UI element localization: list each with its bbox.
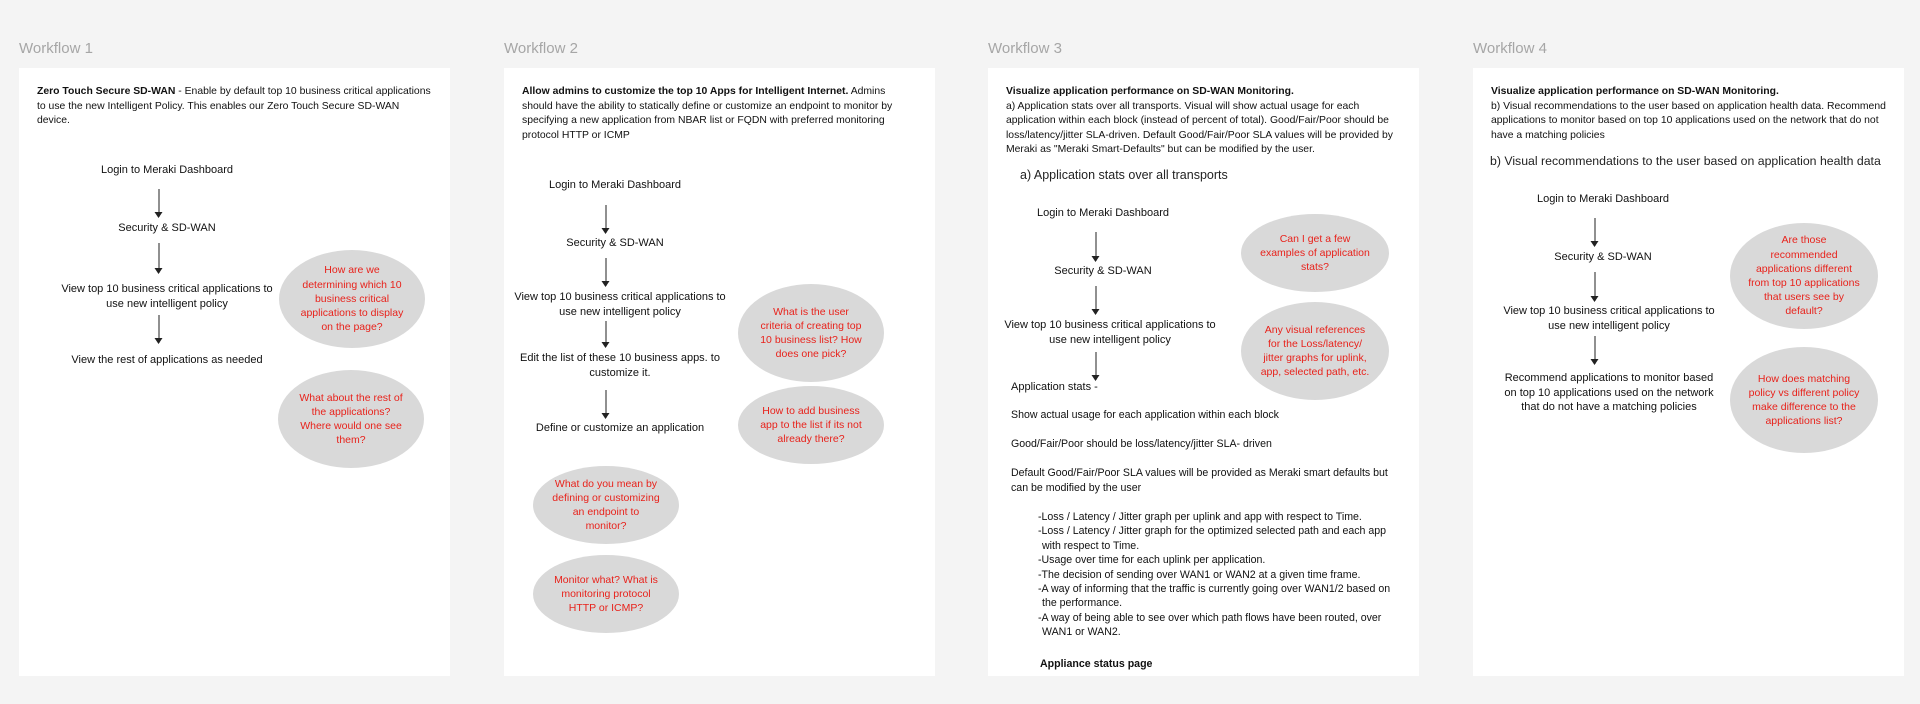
list-item: -The decision of sending over WAN1 or WAN2 at a given time frame. <box>1038 568 1361 581</box>
workflow-4-frame <box>1473 68 1904 676</box>
flow-arrow <box>1096 286 1097 314</box>
flow-arrow <box>159 315 160 343</box>
question-bubble: Are those recommended applications different from top 10 applications that users see by default? <box>1730 223 1878 329</box>
workflow-2-label: Workflow 2 <box>504 40 578 57</box>
step-application-stats: Application stats - <box>1011 381 1098 393</box>
stats-paragraph: Default Good/Fair/Poor SLA values will be provided as Meraki smart defaults but can be modified by the user <box>1011 467 1388 494</box>
question-bubble: What about the rest of the applications? Where would one see them? <box>278 370 424 468</box>
description-text: a) Application stats over all transports. Visual will show actual usage for each application within each block (instead of percent of total). Good/Fair/Poor should be loss/latency/jitter SLA-driven. Default Good/Fair/Poor SLA values will be provided by Meraki as "Meraki Smart-Defaults" but can be modified by the user. <box>1006 100 1393 155</box>
step-login: Login to Meraki Dashboard <box>1036 207 1170 219</box>
list-item: -Loss / Latency / Jitter graph per uplink and app with respect to Time. <box>1038 511 1362 523</box>
question-bubble: How does matching policy vs different policy make difference to the applications list? <box>1730 347 1878 453</box>
question-bubble: What do you mean by defining or customizing an endpoint to monitor? <box>533 466 679 544</box>
step-view-top10: View top 10 business critical applications to use new intelligent policy <box>1503 305 1715 332</box>
list-item: -Loss / Latency / Jitter graph for the optimized selected path and each app with respect to Time. <box>1038 525 1387 552</box>
workflow-2-frame <box>504 68 935 676</box>
list-item: -A way of being able to see over which path flows have been routed, over WAN1 or WAN2. <box>1038 611 1382 639</box>
flow-arrow <box>1096 352 1097 380</box>
graph-requirements-list <box>1038 510 1407 640</box>
flow-arrow <box>606 321 607 347</box>
flow-arrow <box>1096 232 1097 261</box>
step-login: Login to Meraki Dashboard <box>100 164 234 176</box>
workflow-3-label: Workflow 3 <box>988 40 1062 57</box>
workflow-1-frame <box>19 68 450 676</box>
list-item: -A way of informing that the traffic is currently going over WAN1/2 based on the performance. <box>1038 583 1391 610</box>
flow-arrow <box>159 243 160 273</box>
description-title: Visualize application performance on SD-WAN Monitoring. <box>1491 86 1779 97</box>
step-view-top10: View top 10 business critical applications to use new intelligent policy <box>1004 319 1216 346</box>
workflow-3-subheading: a) Application stats over all transports <box>1020 168 1228 182</box>
flow-arrow <box>1595 336 1596 364</box>
stats-paragraph: Show actual usage for each application within each block <box>1011 409 1279 421</box>
question-bubble: Can I get a few examples of application stats? <box>1241 214 1389 292</box>
workflow-4-subheading: b) Visual recommendations to the user based on application health data <box>1490 154 1881 168</box>
step-view-rest: View the rest of applications as needed <box>71 354 263 366</box>
step-recommend-applications: Recommend applications to monitor based on top 10 applications used on the network that do not have a matching policies <box>1504 372 1714 413</box>
workflow-3-frame <box>988 68 1419 676</box>
step-view-top10: View top 10 business critical applications to use new intelligent policy <box>61 283 273 310</box>
question-bubble: Monitor what? What is monitoring protocol HTTP or ICMP? <box>533 555 679 633</box>
step-login: Login to Meraki Dashboard <box>1536 193 1670 205</box>
question-bubble: How are we determining which 10 business critical applications to display on the page? <box>279 250 425 348</box>
question-bubble: How to add business app to the list if its not already there? <box>738 386 884 464</box>
appliance-status-heading: Appliance status page <box>1040 658 1153 670</box>
flow-arrow <box>606 258 607 286</box>
description-title: Allow admins to customize the top 10 Apps for Intelligent Internet. <box>522 86 849 97</box>
flow-arrow <box>1595 272 1596 301</box>
workflow-4-label: Workflow 4 <box>1473 40 1547 57</box>
step-security-sdwan: Security & SD-WAN <box>1554 251 1652 263</box>
step-security-sdwan: Security & SD-WAN <box>1054 265 1152 277</box>
step-security-sdwan: Security & SD-WAN <box>118 222 216 234</box>
workflow-4-description <box>1491 85 1886 143</box>
description-title: Zero Touch Secure SD-WAN <box>37 86 176 97</box>
flow-arrow <box>606 205 607 233</box>
step-define-application: Define or customize an application <box>535 422 705 434</box>
step-security-sdwan: Security & SD-WAN <box>566 237 664 249</box>
workflow-2-description <box>522 85 917 143</box>
description-text: b) Visual recommendations to the user based on application health data. Recommend applications to monitor based on top 10 applications used on the network that do not have a matching policies <box>1491 100 1886 141</box>
stats-paragraph: Good/Fair/Poor should be loss/latency/jitter SLA- driven <box>1011 438 1272 450</box>
step-edit-list: Edit the list of these 10 business apps. to customize it. <box>520 352 720 379</box>
flow-arrow <box>606 390 607 418</box>
question-bubble: Any visual references for the Loss/latency/ jitter graphs for uplink, app, selected path, etc. <box>1241 302 1389 400</box>
description-title: Visualize application performance on SD-WAN Monitoring. <box>1006 86 1294 97</box>
workflow-1-label: Workflow 1 <box>19 40 93 57</box>
flow-arrow <box>159 189 160 217</box>
question-bubble: What is the user criteria of creating top 10 business list? How does one pick? <box>738 284 884 382</box>
flow-arrow <box>1595 218 1596 246</box>
workflow-3-description <box>1006 85 1401 158</box>
list-item: -Usage over time for each uplink per application. <box>1038 554 1266 567</box>
workflow-1-description <box>37 85 432 129</box>
step-login: Login to Meraki Dashboard <box>548 179 682 191</box>
step-view-top10: View top 10 business critical applications to use new intelligent policy <box>514 291 726 318</box>
description-text: Admins should have the ability to statically define or customize an endpoint to monitor by specifying a new application from NBAR list or FQDN with preferred monitoring protocol HTTP or ICMP <box>522 86 893 141</box>
description-text: - Enable by default top 10 business critical applications to use the new Intelligent Policy. This enables our Zero Touch Secure SD-WAN device. <box>37 86 431 126</box>
